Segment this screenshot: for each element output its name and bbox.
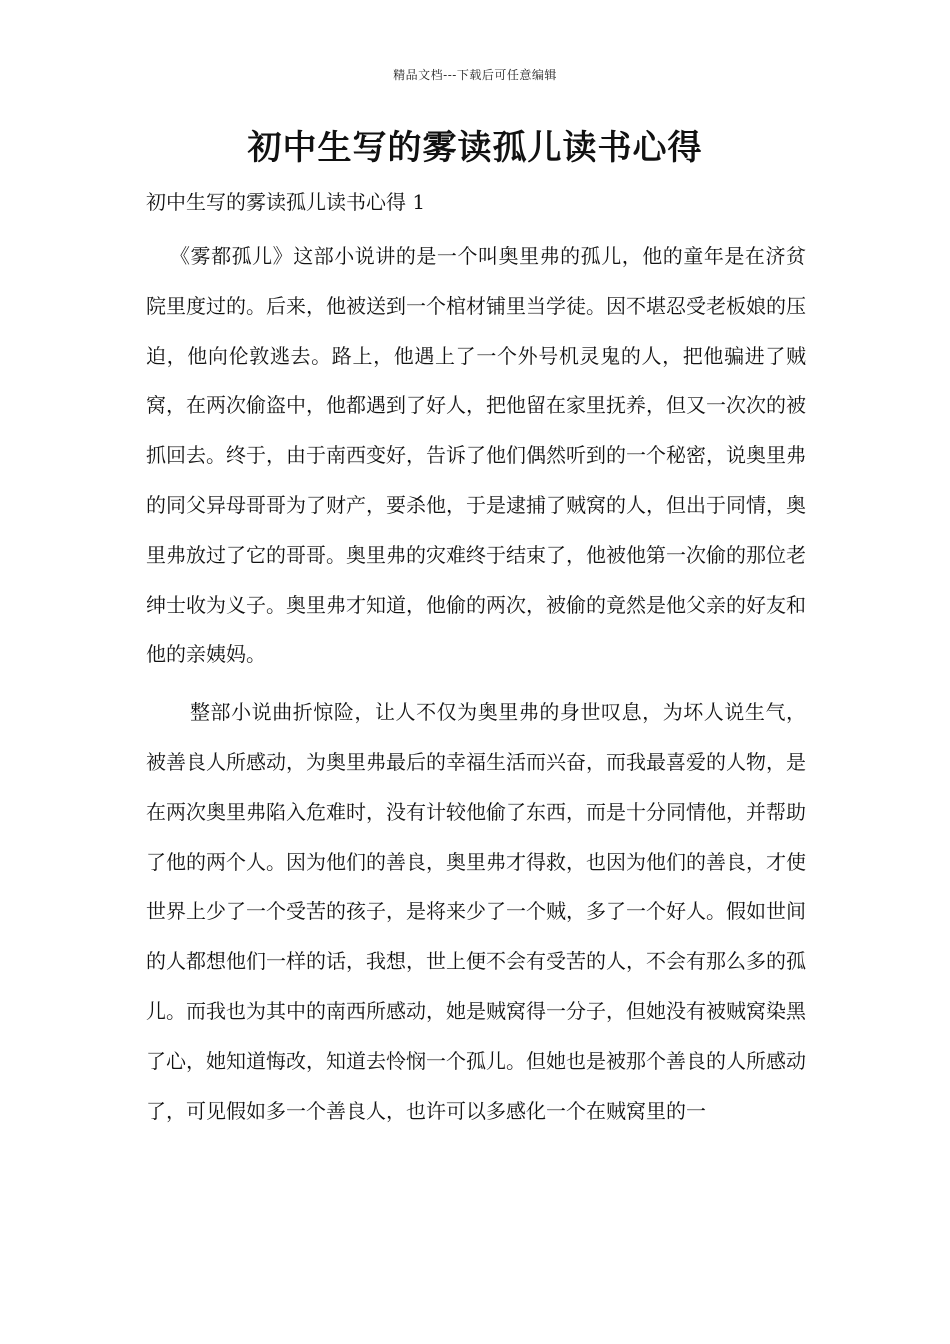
document-body (146, 232, 806, 1136)
paragraph-1: 《雾都孤儿》这部小说讲的是一个叫奥里弗的孤儿，他的童年是在济贫院里度过的。后来，他被送到一个棺材铺里当学徒。因不堪忍受老板娘的压迫，他向伦敦逃去。路上，他遇上了一个外号机灵鬼的人，把他骗进了贼窝，在两次偷盗中，他都遇到了好人，把他留在家里抚养，但又一次次的被抓回去。终于，由于南西变好，告诉了他们偶然听到的一个秘密，说奥里弗的同父异母哥哥为了财产，要杀他，于是逮捕了贼窝的人，但出于同情，奥里弗放过了它的哥哥。奥里弗的灾难终于结束了，他被他第一次偷的那位老绅士收为义子。奥里弗才知道，他偷的两次，被偷的竟然是他父亲的好友和他的亲姨妈。 (146, 244, 806, 667)
paragraph-2: 整部小说曲折惊险，让人不仅为奥里弗的身世叹息，为坏人说生气，被善良人所感动，为奥里弗最后的幸福生活而兴奋，而我最喜爱的人物，是在两次奥里弗陷入危难时，没有计较他偷了东西，而是十分同情他，并帮助了他的两个人。因为他们的善良，奥里弗才得救，也因为他们的善良，才使世界上少了一个受苦的孩子，是将来少了一个贼，多了一个好人。假如世间的人都想他们一样的话，我想，世上便不会有受苦的人，不会有那么多的孤儿。而我也为其中的南西所感动，她是贼窝得一分子，但她没有被贼窝染黑了心，她知道悔改，知道去怜悯一个孤儿。但她也是被那个善良的人所感动了，可见假如多一个善良人，也许可以多感化一个在贼窝里的一 (146, 700, 806, 1123)
document-title: 初中生写的雾读孤儿读书心得 (247, 128, 703, 168)
page-header: 精品文档---下载后可任意编辑 (393, 68, 557, 82)
document-subtitle: 初中生写的雾读孤儿读书心得 1 (146, 190, 426, 214)
